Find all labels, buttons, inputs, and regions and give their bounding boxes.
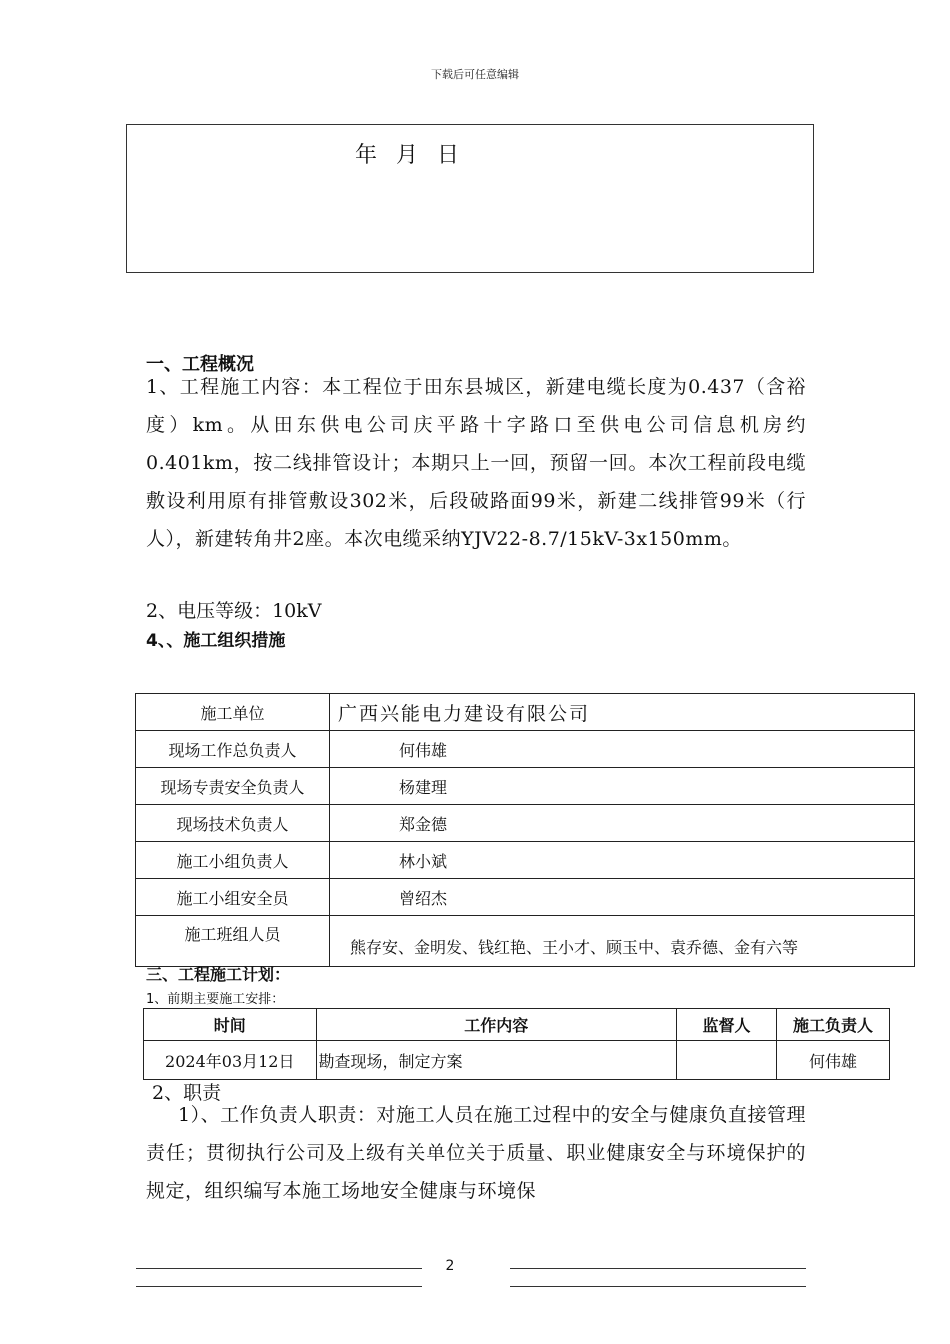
table-row [144,1041,890,1080]
org-label: 现场工作总负责人 [136,731,330,768]
header-note: 下载后可任意编辑 [431,68,519,81]
org-label: 施工小组安全员 [136,879,330,916]
date-line: 年 月 日 [355,143,465,168]
org-value: 林小斌 [330,842,915,879]
table-row [136,768,915,805]
org-value: 熊存安、金明发、钱红艳、王小才、顾玉中、袁乔德、金有六等 [330,916,915,967]
org-label: 现场技术负责人 [136,805,330,842]
table-row [136,916,915,967]
org-value: 郑金德 [330,805,915,842]
org-label: 现场专责安全负责人 [136,768,330,805]
section-heading-organization: 4、、施工组织措施 [146,631,286,651]
table-cell: 2024年03月12日 [144,1041,317,1080]
table-row [136,879,915,916]
plan-table [143,1008,890,1080]
overview-item-1: 1、工程施工内容：本工程位于田东县城区，新建电缆长度为0.437（含裕度）km。从田东供电公司庆平路十字路口至供电公司信息机房约0.401km，按二线排管设计；本期只上一回，预留一回。本次工程前段电缆敷设利用原有排管敷设302米，后段破路面99米，新建二线排管99米（行人），新建转角井2座。本次电缆采纳YJV22-8.7/15kV-3x150mm。 [146,376,806,550]
table-row [136,731,915,768]
signature-date-box [126,124,814,273]
column-header: 施工负责人 [777,1009,890,1041]
column-header: 工作内容 [316,1009,676,1041]
organization-table [135,693,915,967]
column-header: 监督人 [676,1009,776,1041]
footer-rule-left-bottom [136,1286,422,1287]
table-cell [676,1041,776,1080]
overview-item-2: 2、电压等级：10kV [146,600,322,622]
footer-rule-right-bottom [510,1286,806,1287]
org-label: 施工小组负责人 [136,842,330,879]
org-value: 何伟雄 [330,731,915,768]
org-value: 曾绍杰 [330,879,915,916]
page-number: 2 [445,1258,455,1274]
table-cell: 勘查现场，制定方案 [316,1041,676,1080]
table-row [136,805,915,842]
org-value: 广西兴能电力建设有限公司 [330,694,915,731]
section-heading-overview: 一、工程概况 [146,354,254,375]
duty-paragraph: 1）、工作负责人职责：对施工人员在施工过程中的安全与健康负直接管理责任；贯彻执行公司及上级有关单位关于质量、职业健康安全与环境保护的规定，组织编写本施工场地安全健康与环境保 [146,1104,806,1202]
duties-subheading: 2、职责 [152,1082,222,1104]
plan-subheading: 1、前期主要施工安排： [146,992,285,1007]
org-label: 施工班组人员 [136,916,330,967]
table-header-row [144,1009,890,1041]
table-row [136,842,915,879]
table-cell: 何伟雄 [777,1041,890,1080]
org-label: 施工单位 [136,694,330,731]
column-header: 时间 [144,1009,317,1041]
section-heading-plan: 三、工程施工计划： [146,965,291,984]
table-row [136,694,915,731]
org-value: 杨建理 [330,768,915,805]
